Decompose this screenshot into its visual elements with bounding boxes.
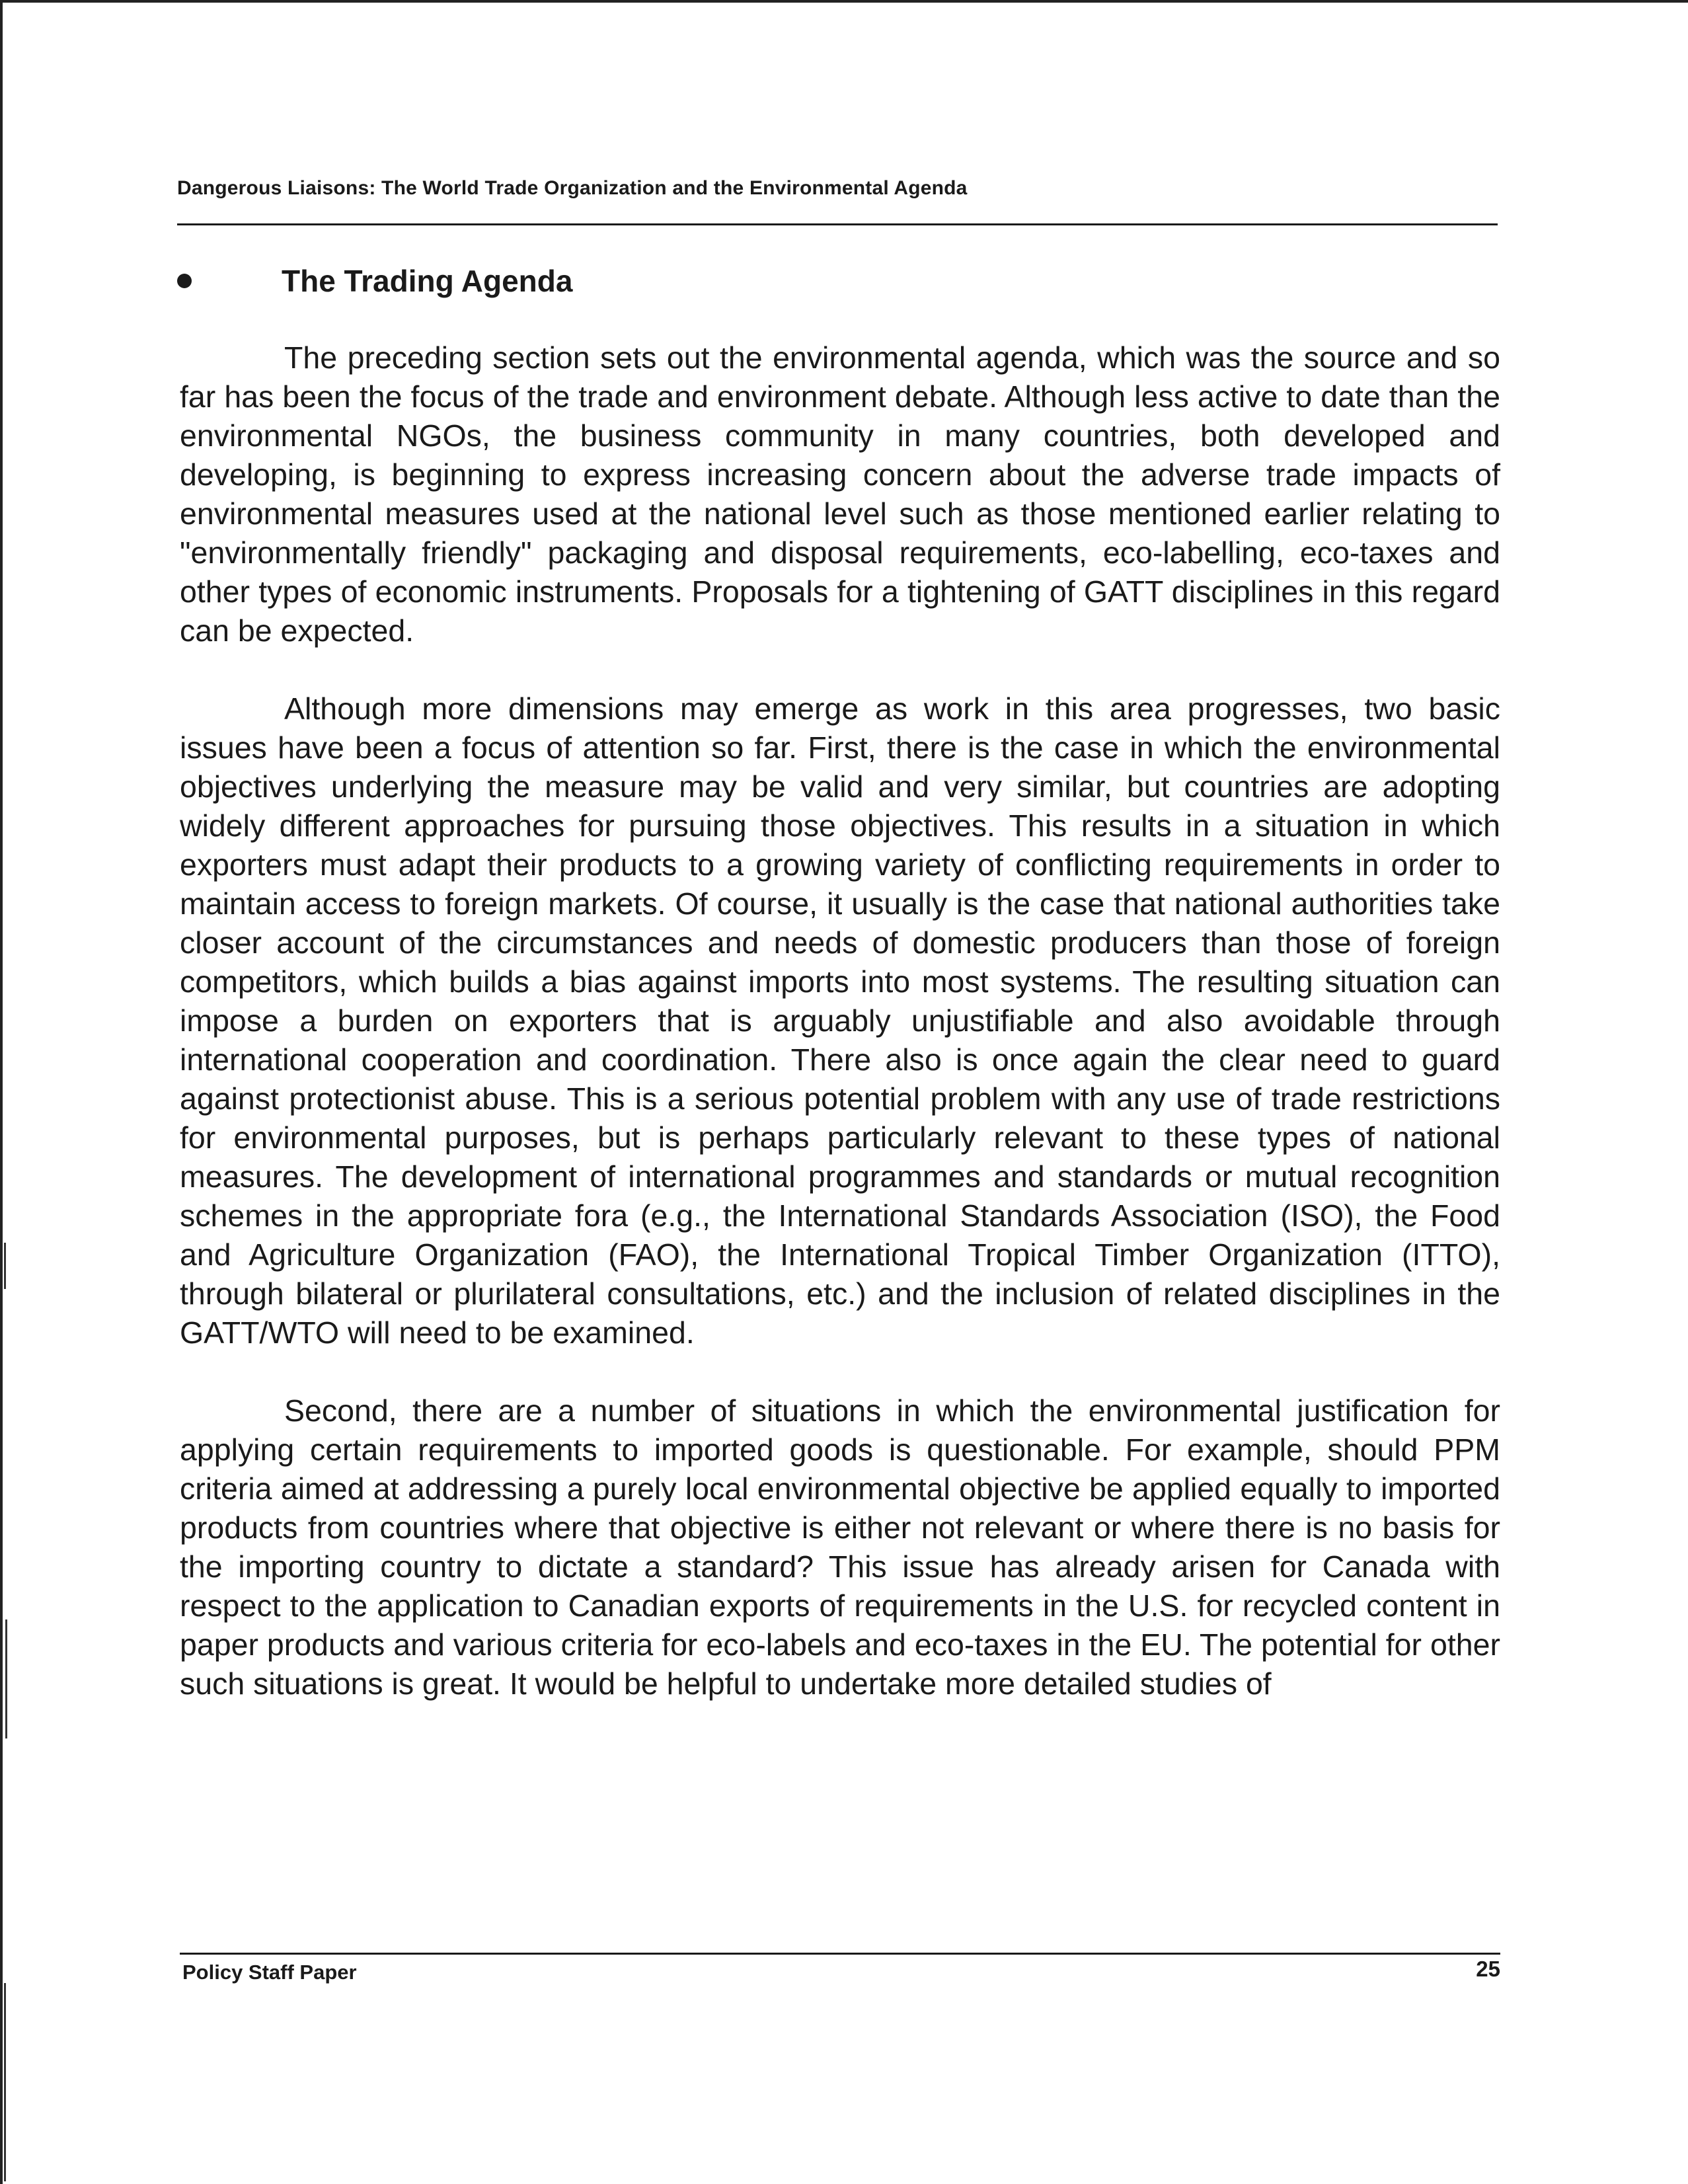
paragraph-2: Although more dimensions may emerge as work in this area progresses, two basic issues have been a focus of attention so far. First, there is the case in which the environmental objectives underlying the measure may be valid and very similar, but countries are adopting widely different approaches for pursuing those objectives. This results in a situation in which exporters must adapt their products to a growing variety of conflicting requirements in order to maintain access to foreign markets. Of course, it usually is the case that national authorities take closer account of the circumstances and needs of domestic producers than those of foreign competitors, which builds a bias against imports into most systems. The resulting situation can impose a burden on exporters that is arguably unjustifiable and also avoidable through international cooperation and coordination. There also is once again the clear need to guard against protectionist abuse. This is a serious potential problem with any use of trade restrictions for environmental purposes, but is perhaps particularly relevant to these types of national measures. The development of international programmes and standards or mutual recognition schemes in the appropriate fora (e.g., the International Standards Association (ISO), the Food and Agriculture Organization (FAO), the International Tropical Timber Organization (ITTO), through bilateral or plurilateral consultations, etc.) and the inclusion of related disciplines in the GATT/WTO will need to be examined. [180, 691, 1500, 1350]
scan-border-top [0, 0, 1688, 3]
body-text [180, 338, 1500, 1742]
header-rule [177, 223, 1498, 225]
running-header: Dangerous Liaisons: The World Trade Organization and the Environmental Agenda [177, 177, 968, 199]
footer-rule [180, 1953, 1500, 1955]
page-number: 25 [1476, 1957, 1500, 1981]
scan-artifact [5, 1619, 7, 1738]
scan-artifact [4, 1983, 6, 2181]
paragraph-3: Second, there are a number of situations in which the environmental justification for applying certain requirements to imported goods is questionable. For example, should PPM criteria aimed at addressing a purely local environmental objective be applied equally to imported products from countries where that objective is either not relevant or where there is no basis for the importing country to dictate a standard? This issue has already arisen for Canada with respect to the application to Canadian exports of requirements in the U.S. for recycled content in paper products and various criteria for eco-labels and eco-taxes in the EU. The potential for other such situations is great. It would be helpful to undertake more detailed studies of [180, 1393, 1500, 1701]
footer-publication: Policy Staff Paper [182, 1961, 357, 1984]
bullet-icon [177, 274, 192, 288]
scan-artifact [4, 1243, 6, 1289]
section-heading-text: The Trading Agenda [282, 264, 573, 298]
paragraph-1: The preceding section sets out the environmental agenda, which was the source and so far has been the focus of the trade and environment debate. Although less active to date than the environmental NGOs, the business community in many countries, both developed and developing, is beginning to express increasing concern about the adverse trade impacts of environmental measures used at the national level such as those mentioned earlier relating to "environmentally friendly" packaging and disposal requirements, eco-labelling, eco-taxes and other types of economic instruments. Proposals for a tightening of GATT disciplines in this regard can be expected. [180, 340, 1500, 648]
section-heading [177, 263, 572, 299]
scan-border-left [0, 0, 3, 2184]
